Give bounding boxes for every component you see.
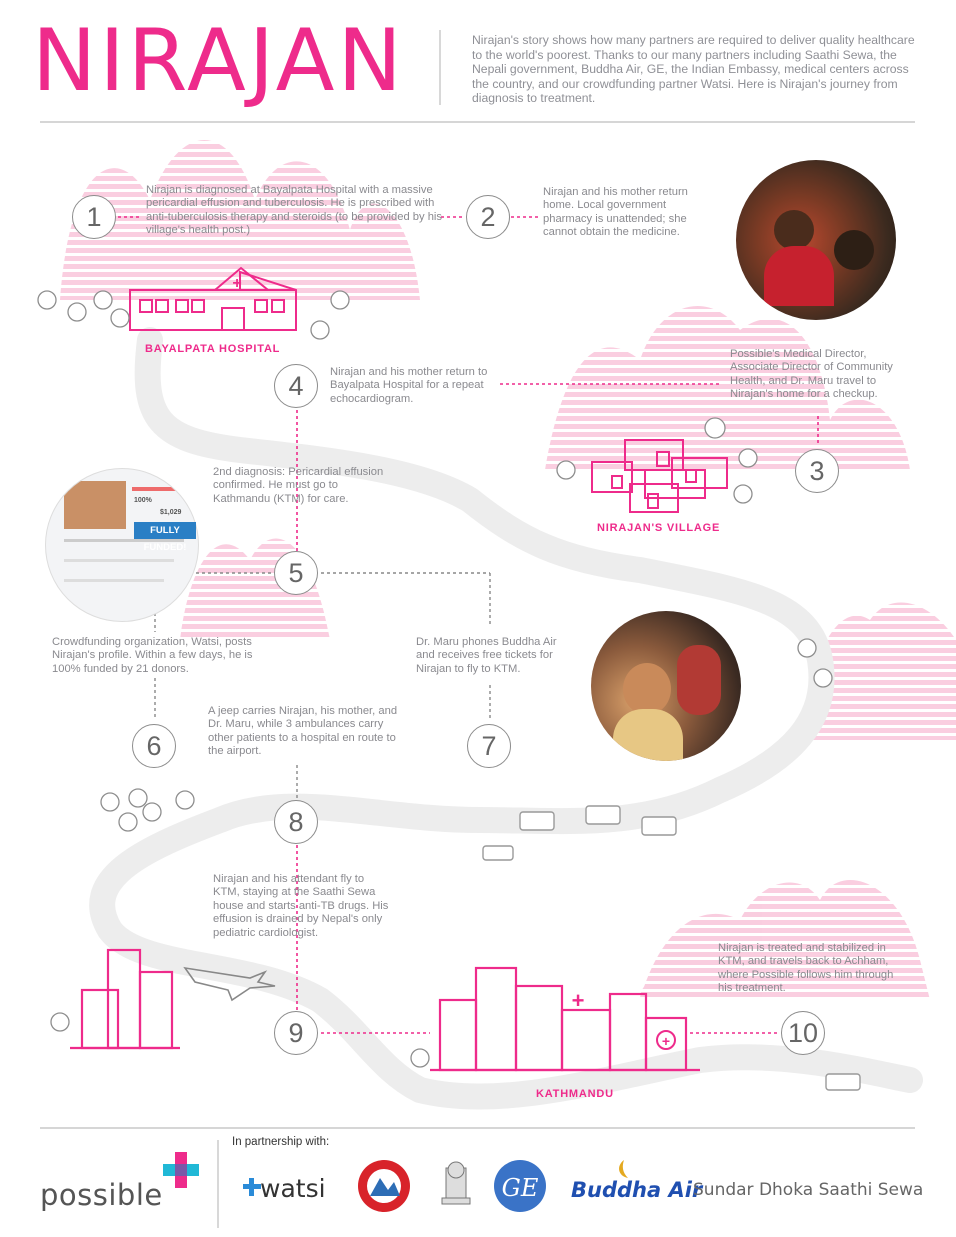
step-7-number: 7 — [467, 724, 511, 768]
svg-text:GE: GE — [501, 1174, 539, 1202]
page-title: NIRAJAN — [32, 11, 405, 111]
step-9-number: 9 — [274, 1011, 318, 1055]
possible-logo-text: possible — [40, 1178, 163, 1212]
child-photo — [591, 611, 741, 761]
step-10-text: Nirajan is treated and stabilized in KTM, and travels back to Achham, where Possible follows him through his treatment. — [718, 942, 894, 995]
step-3-number: 3 — [795, 449, 839, 493]
step-3-text: Possible's Medical Director, Associate Director of Community Health, and Dr. Maru travel to Nirajan's home for a checkup. — [730, 348, 893, 401]
step-4-number: 4 — [274, 364, 318, 408]
watsi-logo: watsi — [260, 1174, 326, 1203]
svg-text:+: + — [571, 988, 585, 1013]
partnership-label: In partnership with: — [232, 1136, 330, 1148]
mother-photo — [736, 160, 896, 320]
step-10-number: 10 — [781, 1011, 825, 1055]
hospital-label: BAYALPATA HOSPITAL — [145, 343, 281, 355]
fully-funded-badge: FULLY FUNDED! — [134, 522, 196, 539]
svg-text:+: + — [232, 275, 242, 292]
svg-text:+: + — [661, 1033, 671, 1049]
step-5-text: 2nd diagnosis: Pericardial effusion confirmed. He must go to Kathmandu (KTM) for care. — [213, 466, 384, 505]
saathi-sewa-logo: Sundar Dhoka Saathi Sewa — [693, 1180, 924, 1200]
step-8-number: 8 — [274, 800, 318, 844]
kathmandu-label: KATHMANDU — [536, 1088, 614, 1100]
watsi-mark — [243, 1178, 261, 1196]
step-2-number: 2 — [466, 195, 510, 239]
step-9-text: Nirajan and his attendant fly to KTM, staying at the Saathi Sewa house and starts anti-TB drugs. His effusion is drained by Nepal's only pediatric cardiologist. — [213, 873, 389, 939]
india-emblem — [442, 1162, 470, 1204]
buddha-air-mark — [619, 1160, 628, 1178]
village-label: NIRAJAN'S VILLAGE — [597, 522, 721, 534]
ge-logo — [494, 1160, 546, 1212]
buddha-air-logo: Buddha Air — [571, 1178, 703, 1202]
possible-logo-mark — [163, 1152, 199, 1188]
nepal-emblem — [358, 1160, 410, 1212]
step-6-text: Crowdfunding organization, Watsi, posts Nirajan's profile. Within a few days, he is 100% funded by 21 donors. — [52, 636, 253, 675]
step-4-text: Nirajan and his mother return to Bayalpata Hospital for a repeat echocardiogram. — [330, 366, 488, 405]
funded-amount: $1,029 — [160, 509, 182, 516]
step-1-number: 1 — [72, 195, 116, 239]
profile-photo — [64, 481, 126, 529]
step-8-text: A jeep carries Nirajan, his mother, and Dr. Maru, while 3 ambulances carry other patients to a hospital en route to the airport. — [208, 705, 398, 758]
intro-text: Nirajan's story shows how many partners are required to deliver quality healthcare to the world's poorest. Thanks to our many partners including Saathi Sewa, the Nepali government, Buddha Air, GE, the Indian Embassy, medical centers across the country, and our crowdfunding partner Watsi. Here is Nirajan's journey from diagnosis to treatment. — [472, 33, 915, 105]
step-6-number: 6 — [132, 724, 176, 768]
step-2-text: Nirajan and his mother return home. Local government pharmacy is unattended; she cannot obtain the medicine. — [543, 186, 688, 239]
step-7-text: Dr. Maru phones Buddha Air and receives free tickets for Nirajan to fly to KTM. — [416, 636, 557, 675]
step-1-text: Nirajan is diagnosed at Bayalpata Hospital with a massive pericardial effusion and tuberculosis. He is prescribed with anti-tuberculosis therapy and steroids (to be provided by his village's health post.) — [146, 184, 443, 237]
step-5-number: 5 — [274, 551, 318, 595]
funded-percent: 100% — [134, 497, 152, 504]
